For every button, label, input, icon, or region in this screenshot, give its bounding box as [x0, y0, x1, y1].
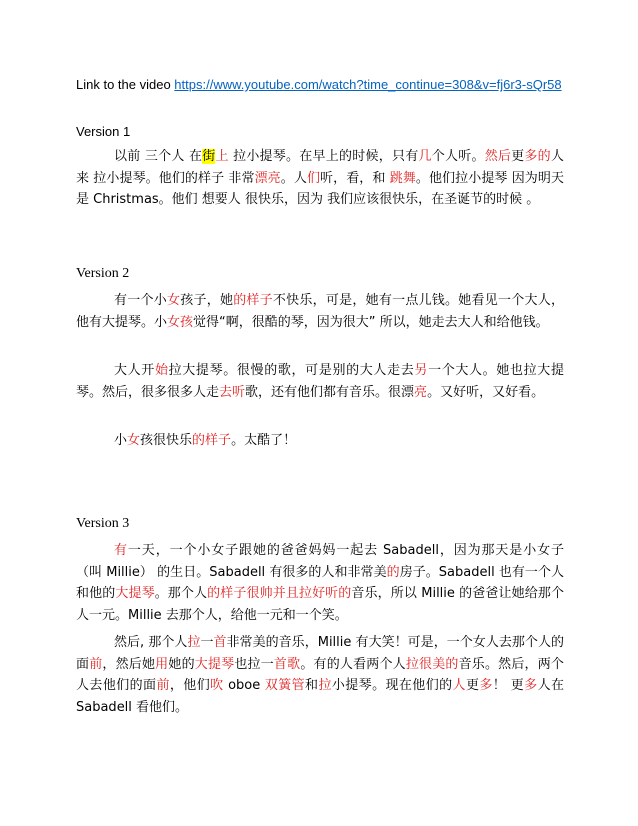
text-run: 更: [511, 149, 525, 164]
text-run: 房子。Sabadell 也有一个人和他的: [76, 564, 564, 601]
version-2-paragraph-2: [76, 360, 564, 403]
text-run: 女: [127, 433, 141, 448]
text-run: 。又好听，又好看。: [427, 384, 545, 400]
text-run: 漂亮: [254, 170, 281, 186]
text-run: 个人听。: [431, 149, 485, 164]
text-run: 一个大人。她也拉大提琴。然后，很多很多人走: [76, 363, 564, 400]
text-run: 拉很美的: [405, 656, 459, 672]
text-run: 街: [202, 149, 216, 164]
text-run: 人在 Sabadell 看他们。: [76, 678, 564, 715]
text-run: oboe: [223, 678, 265, 693]
text-run: 一: [200, 635, 214, 650]
text-run: 。太酷了！: [231, 433, 297, 448]
text-run: 多的: [524, 149, 551, 164]
text-run: 大提琴: [194, 656, 235, 672]
text-run: 不快乐，可是，她有一点儿钱。她看见一个大人，他有大提琴。小: [76, 293, 564, 330]
version-1-heading: Version 1: [76, 124, 131, 139]
text-run: 也拉一: [234, 656, 274, 672]
text-run: 上: [215, 149, 229, 164]
text-run: 拉: [187, 635, 201, 650]
video-link-line: [76, 74, 576, 96]
text-run: 首: [213, 635, 227, 650]
text-run: 多: [479, 678, 493, 693]
text-run: 歌，还有他们都有音乐。很漂: [245, 384, 415, 400]
text-run: 的样子: [233, 293, 273, 308]
text-run: 前: [89, 656, 103, 672]
text-run: 跳舞: [389, 170, 416, 186]
video-link-label: Link to the video: [76, 77, 175, 92]
text-run: 非常美的音乐，Millie 有大笑！可是，一个女人去那个人的面: [76, 635, 564, 672]
text-run: 有一个小: [114, 293, 167, 308]
text-run: 。人: [280, 170, 307, 186]
version-3-paragraph-2: [76, 632, 564, 718]
text-run: 大人开: [114, 363, 155, 378]
text-run: 前: [156, 678, 170, 693]
text-run: 女孩: [167, 314, 194, 330]
text-run: 始: [154, 363, 169, 378]
text-run: 有: [114, 543, 128, 558]
text-run: 吹: [210, 678, 224, 693]
text-run: 几: [418, 149, 432, 164]
version-2-heading: Version 2: [76, 266, 130, 281]
text-run: 拉大提琴。很慢的歌，可是别的大人走去: [168, 363, 415, 378]
text-run: ，然后她: [102, 656, 156, 672]
text-run: 另: [414, 363, 429, 378]
text-run: 拉小提琴。在早上的时候，只有: [228, 149, 419, 164]
text-run: 音乐，所以 Millie 的爸爸让她给那个人一元。Millie 去那个人，给他一元和一个笑。: [76, 586, 564, 623]
version-1-paragraph: [76, 146, 564, 211]
text-run: 小: [114, 433, 128, 448]
text-run: 双簧管: [264, 678, 306, 693]
text-run: 然后: [484, 149, 512, 164]
text-run: 的样子很帅并且拉好听的: [207, 586, 352, 601]
text-run: 首歌: [273, 656, 301, 672]
text-run: 去听: [219, 384, 246, 400]
text-run: 的: [386, 564, 400, 580]
text-run: 孩很快乐: [140, 433, 193, 448]
text-run: 更: [465, 678, 480, 693]
text-run: 。他们拉小提琴 因为明天是 Christmas。他们 想要人 很快乐，因为 我们应该很快乐，在圣诞节的时候 。: [76, 170, 564, 207]
text-run: 然后, 那个人: [114, 635, 188, 650]
text-run: 多: [524, 678, 538, 693]
text-run: 们: [306, 170, 321, 186]
text-run: 觉得“啊，很酷的琴，因为很大” 所以，她走去大人和给他钱。: [193, 314, 549, 330]
text-run: 以前 三个人 在: [114, 149, 203, 164]
text-run: 拉: [318, 678, 332, 693]
text-run: 的样子: [192, 433, 232, 448]
text-run: 小提琴。现在他们的: [331, 678, 453, 693]
text-run: 她的: [168, 656, 195, 672]
text-run: 一天，一个小女子跟她的爸爸妈妈一起去 Sabadell，因为那天是小女子（叫 Millie） 的生日。Sabadell 有很多的人和非常美: [76, 543, 564, 580]
version-3-heading: Version 3: [76, 516, 130, 531]
text-run: 人: [452, 678, 466, 693]
text-run: 孩子，她: [180, 293, 234, 308]
text-run: 亮: [414, 384, 428, 400]
video-link-url[interactable]: https://www.youtube.com/watch?time_continue=308&v=fj6r3-sQr58: [174, 77, 562, 92]
version-2-paragraph-3: [76, 430, 564, 452]
text-run: 音乐。然后，两个人去他们的面: [76, 656, 564, 693]
text-run: ！ 更: [492, 678, 525, 693]
text-run: 人来 拉小提琴。他们的样子 非常: [76, 149, 564, 186]
text-run: 大提琴: [115, 586, 155, 601]
text-run: ，他们: [169, 678, 211, 693]
text-run: 女: [166, 293, 181, 308]
text-run: 。那个人: [154, 586, 208, 601]
text-run: 。有的人看两个人: [300, 656, 406, 672]
text-run: 用: [155, 656, 169, 672]
version-3-paragraph-1: [76, 540, 564, 626]
text-run: 听，看，和: [320, 170, 390, 186]
version-2-paragraph-1: [76, 290, 564, 333]
text-run: 和: [305, 678, 319, 693]
